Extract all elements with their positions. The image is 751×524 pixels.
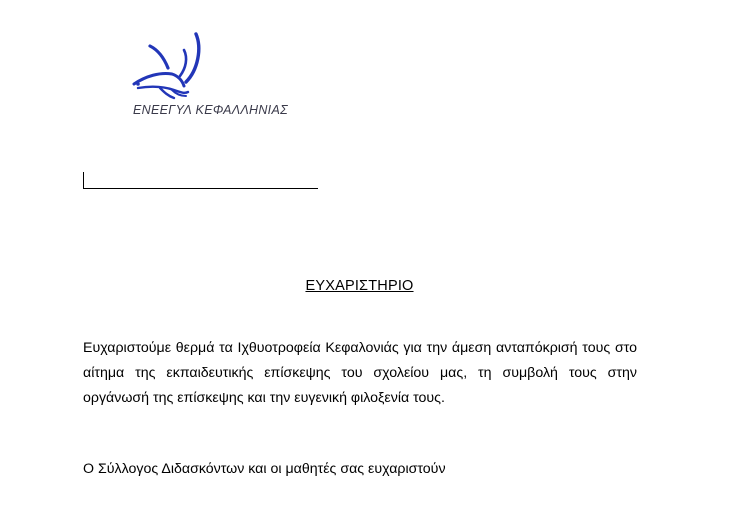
text-cursor <box>83 172 84 189</box>
body-paragraph: Ευχαριστούμε θερμά τα Ιχθυοτροφεία Κεφαλονιάς για την άμεση ανταπόκρισή τους στο αίτημα της εκπαιδευτικής επίσκεψης του σχολείου μας, τη συμβολή τους στην οργάνωσή της επίσκεψης και την ευγενική φιλοξενία τους. <box>83 340 637 406</box>
organization-logo <box>130 30 290 125</box>
signature-line <box>83 188 318 189</box>
closing-signature: Ο Σύλλογος Διδασκόντων και οι μαθητές σας ευχαριστούν <box>83 461 446 477</box>
document-title <box>0 278 751 294</box>
document-title-text: ΕΥΧΑΡΙΣΤΗΡΙΟ <box>305 278 414 294</box>
dove-icon <box>130 30 210 102</box>
logo-text: ΕΝΕΕΓΥΛ ΚΕΦΑΛΛΗΝΙΑΣ <box>133 103 288 117</box>
